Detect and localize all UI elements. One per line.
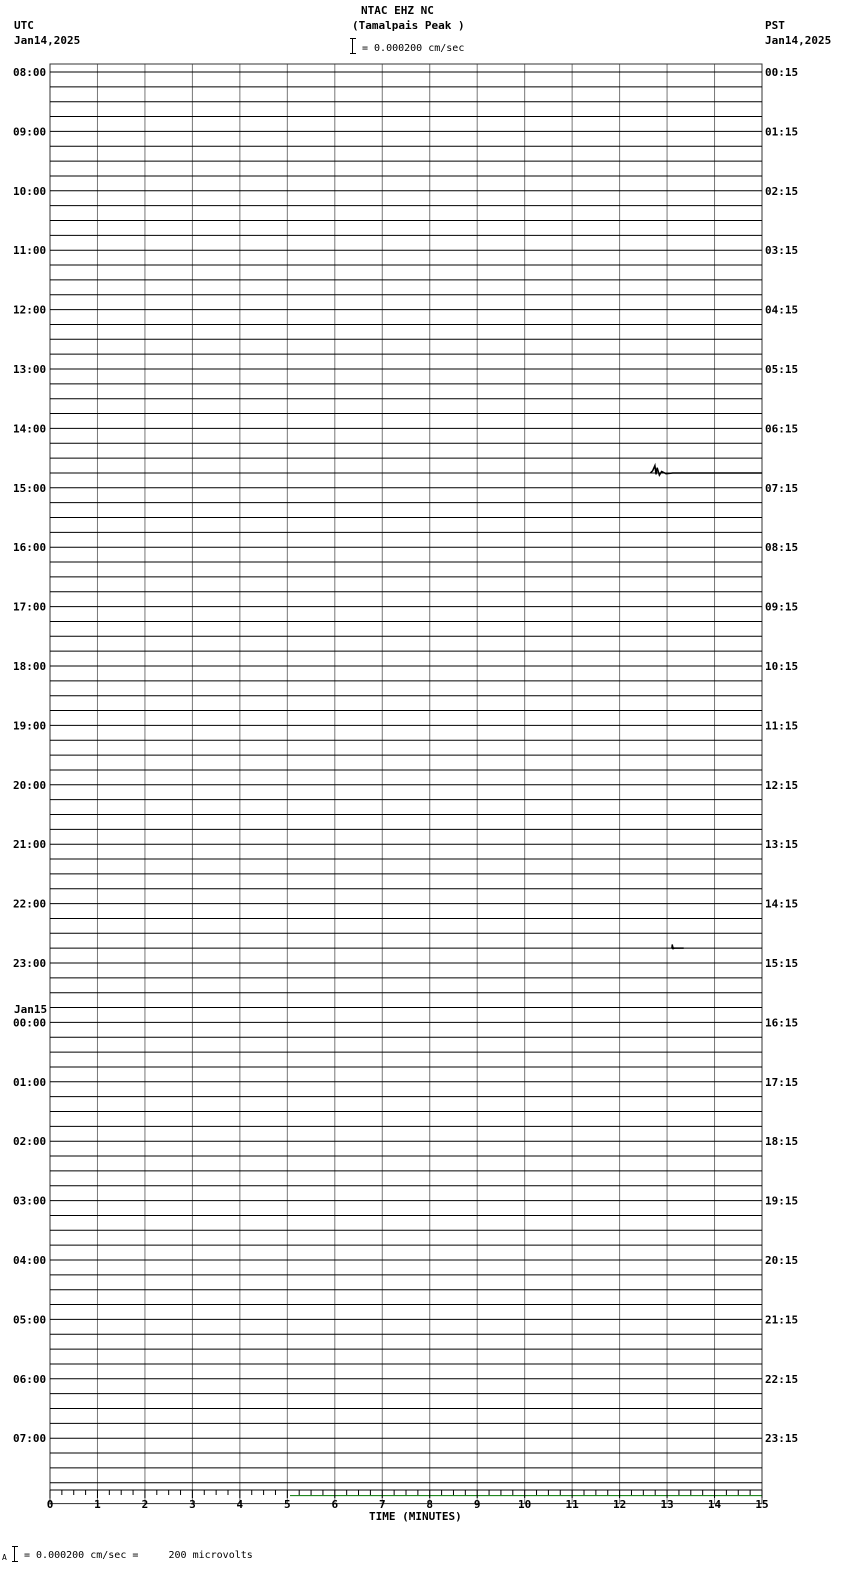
pst-hour-label: 15:15 [765,957,799,970]
x-tick-label: 9 [473,1498,481,1511]
pst-hour-label: 08:15 [765,541,799,555]
x-tick-label: 8 [426,1498,434,1511]
pst-hour-label: 13:15 [765,838,799,852]
x-tick-label: 13 [660,1498,674,1511]
left-date: Jan14,2025 [14,34,81,47]
pst-hour-label: 12:15 [765,778,799,792]
pst-hour-label: 02:15 [765,184,799,198]
pst-hour-label: 11:15 [765,719,799,733]
utc-hour-label: 05:00 [13,1313,47,1327]
station-location: (Tamalpais Peak ) [352,19,465,32]
utc-hour-label: 01:00 [13,1075,47,1089]
utc-hour-label: 04:00 [13,1254,47,1267]
x-tick-label: 11 [565,1498,579,1511]
day-change-label: Jan15 [14,1003,48,1016]
pst-hour-label: 01:15 [765,125,799,139]
pst-hour-label: 18:15 [765,1135,799,1149]
x-tick-label: 10 [518,1498,532,1511]
utc-hour-label: 16:00 [13,541,47,555]
pst-hour-label: 20:15 [765,1254,799,1267]
utc-hour-label: 08:00 [13,66,47,79]
pst-hour-label: 07:15 [765,481,799,495]
pst-hour-label: 00:15 [765,66,799,79]
x-tick-label: 12 [612,1498,627,1511]
left-timezone: UTC [14,19,34,32]
pst-hour-label: 09:15 [765,600,799,614]
utc-hour-label: 20:00 [13,778,47,792]
utc-hour-label: 15:00 [13,481,47,495]
x-tick-label: 1 [94,1498,101,1511]
x-tick-label: 2 [141,1498,149,1511]
utc-hour-label: 06:00 [13,1372,47,1386]
pst-hour-label: 16:15 [765,1016,799,1030]
utc-hour-label: 11:00 [13,244,47,258]
station-title: NTAC EHZ NC [361,4,434,17]
x-axis-label: TIME (MINUTES) [369,1510,462,1523]
utc-hour-label: 14:00 [13,422,47,436]
footer-scale-note: = 0.000200 cm/sec = 200 microvolts [24,1550,253,1561]
utc-hour-label: 00:00 [13,1016,47,1030]
pst-hour-label: 23:15 [765,1432,799,1446]
footer-scale-icon [12,1546,18,1562]
pst-hour-label: 17:15 [765,1075,799,1089]
x-tick-label: 0 [46,1498,54,1511]
pst-hour-label: 10:15 [765,660,799,673]
pst-hour-label: 06:15 [765,422,799,436]
pst-hour-label: 05:15 [765,363,799,376]
x-tick-label: 6 [331,1498,339,1511]
utc-hour-label: 18:00 [13,660,47,673]
utc-hour-label: 13:00 [13,363,47,376]
utc-hour-label: 23:00 [13,957,47,970]
x-tick-label: 4 [236,1498,244,1511]
x-tick-label: 3 [189,1498,196,1511]
utc-hour-label: 17:00 [13,600,47,614]
utc-hour-label: 03:00 [13,1194,47,1208]
utc-hour-label: 22:00 [13,897,47,911]
seismic-event [672,944,684,949]
utc-hour-label: 19:00 [13,719,47,733]
x-tick-label: 7 [378,1498,386,1511]
x-tick-label: 15 [755,1498,769,1511]
utc-hour-label: 12:00 [13,303,47,317]
utc-hour-label: 02:00 [13,1135,47,1149]
utc-hour-label: 10:00 [13,184,47,198]
pst-hour-label: 04:15 [765,303,799,317]
x-tick-label: 5 [284,1498,291,1511]
right-date: Jan14,2025 [765,34,832,47]
pst-hour-label: 03:15 [765,244,799,258]
utc-hour-label: 21:00 [13,838,47,852]
pst-hour-label: 21:15 [765,1313,799,1327]
scale-label: = 0.000200 cm/sec [362,43,465,54]
pst-hour-label: 19:15 [765,1194,799,1208]
footer-mark: A [2,1553,7,1562]
x-tick-label: 14 [707,1498,722,1511]
pst-hour-label: 22:15 [765,1372,799,1386]
utc-hour-label: 07:00 [13,1432,47,1446]
right-timezone: PST [765,19,785,32]
pst-hour-label: 14:15 [765,897,799,911]
utc-hour-label: 09:00 [13,125,47,139]
